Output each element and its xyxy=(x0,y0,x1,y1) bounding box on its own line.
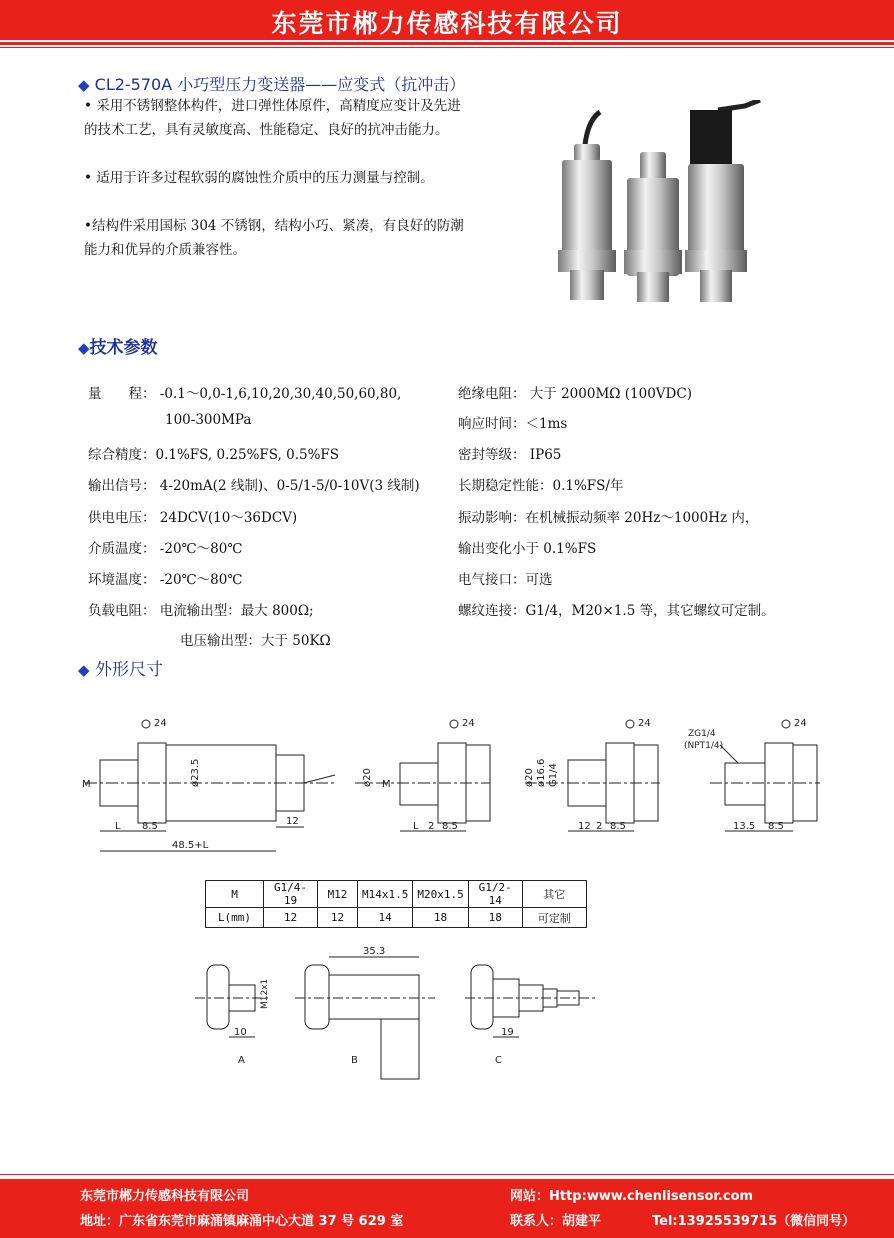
header-divider xyxy=(0,42,894,45)
product-heading xyxy=(78,72,465,95)
svg-text:M12x1: M12x1 xyxy=(260,978,270,1009)
spec-medium-temp: 介质温度： -20℃～80℃ xyxy=(88,541,243,557)
spec-supply: 供电电压： 24DCV(10～36DCV) xyxy=(88,510,298,526)
svg-text:10: 10 xyxy=(234,1027,247,1038)
footer-tel: Tel:13925539715（微信同号） xyxy=(652,1214,856,1229)
thread-length-table xyxy=(205,880,587,928)
svg-text:24: 24 xyxy=(462,718,475,729)
svg-text:L: L xyxy=(413,821,419,832)
svg-text:ø20: ø20 xyxy=(362,768,373,787)
header-banner xyxy=(0,0,894,40)
svg-text:(NPT1/4): (NPT1/4) xyxy=(684,741,724,751)
dims-heading: ◆ 外形尺寸 xyxy=(78,660,163,680)
spec-response: 响应时间：＜1ms xyxy=(458,416,568,432)
transmitter-cable-icon xyxy=(558,112,616,300)
company-title: 东莞市郴力传感科技有限公司 xyxy=(271,9,623,38)
svg-text:48.5+L: 48.5+L xyxy=(172,840,209,851)
spec-thread: 螺纹连接：G1/4，M20×1.5 等，其它螺纹可定制。 xyxy=(458,603,775,619)
spec-sealing: 密封等级： IP65 xyxy=(458,447,562,463)
product-title: CL2-570A 小巧型压力变送器——应变式（抗冲击） xyxy=(94,75,466,94)
svg-text:2: 2 xyxy=(596,821,603,832)
svg-text:24: 24 xyxy=(794,718,807,729)
footer-contact: 联系人：胡建平 xyxy=(510,1214,602,1229)
svg-text:12: 12 xyxy=(578,821,591,832)
spec-electrical: 电气接口：可选 xyxy=(458,572,553,588)
drawing-1 xyxy=(82,718,335,851)
spec-ambient-temp: 环境温度： -20℃～80℃ xyxy=(88,572,243,588)
diamond-bullet-icon: ◆ xyxy=(78,661,90,679)
dimension-drawings xyxy=(70,705,830,875)
drawing-3 xyxy=(524,718,660,832)
header-divider-thin xyxy=(0,47,894,48)
drawing-4 xyxy=(684,718,820,832)
connector-drawings xyxy=(195,945,615,1095)
svg-text:35.3: 35.3 xyxy=(363,946,386,957)
spec-range: 量 程： -0.1～0,0-1,6,10,20,30,40,50,60,80, xyxy=(88,386,402,402)
svg-text:C: C xyxy=(495,1055,502,1066)
svg-text:ø20: ø20 xyxy=(524,768,535,787)
footer-banner xyxy=(0,1179,894,1238)
svg-text:24: 24 xyxy=(638,718,651,729)
svg-text:L: L xyxy=(115,821,121,832)
feature-1: • 采用不锈钢整体构件，进口弹性体原件，高精度应变计及先进的技术工艺，具有灵敏度高、性能稳定、良好的抗冲击能力。 xyxy=(84,98,461,138)
svg-text:M: M xyxy=(82,779,91,790)
svg-text:13.5: 13.5 xyxy=(733,821,756,832)
product-photo xyxy=(540,100,780,310)
feature-2: • 适用于许多过程软弱的腐蚀性介质中的压力测量与控制。 xyxy=(84,170,434,186)
svg-text:ø16.6: ø16.6 xyxy=(536,758,547,787)
spec-load-cont: 电压输出型：大于 50KΩ xyxy=(180,633,331,649)
spec-load: 负载电阻： 电流输出型：最大 800Ω; xyxy=(88,603,314,619)
spec-insulation: 绝缘电阻： 大于 2000MΩ (100VDC) xyxy=(458,386,692,402)
svg-text:8.5: 8.5 xyxy=(442,821,458,832)
svg-text:M: M xyxy=(382,779,391,790)
drawing-2 xyxy=(355,718,490,832)
svg-text:19: 19 xyxy=(501,1027,514,1038)
connector-c xyxy=(465,965,595,1066)
diamond-bullet-icon: ◆ xyxy=(78,76,90,94)
svg-text:12: 12 xyxy=(286,816,299,827)
svg-text:8.5: 8.5 xyxy=(768,821,784,832)
svg-text:B: B xyxy=(351,1055,358,1066)
connector-b xyxy=(295,946,435,1079)
spec-vibration-cont: 输出变化小于 0.1%FS xyxy=(458,541,597,557)
svg-text:8.5: 8.5 xyxy=(142,821,158,832)
diamond-bullet-icon: ◆ xyxy=(78,339,90,357)
svg-text:2: 2 xyxy=(428,821,435,832)
spec-output: 输出信号： 4-20mA(2 线制)、0-5/1-5/0-10V(3 线制) xyxy=(88,478,420,494)
table-row: M G1/4-19 M12 M14x1.5 M20x1.5 G1/2-14 其它 xyxy=(206,881,587,908)
footer-company: 东莞市郴力传感科技有限公司 xyxy=(80,1189,250,1204)
spec-range-cont: 100-300MPa xyxy=(165,412,252,428)
svg-text:ZG1/4: ZG1/4 xyxy=(688,729,716,739)
tech-heading: ◆技术参数 xyxy=(78,338,158,358)
svg-text:8.5: 8.5 xyxy=(610,821,626,832)
svg-text:A: A xyxy=(238,1055,245,1066)
spec-stability: 长期稳定性能：0.1%FS/年 xyxy=(458,478,624,494)
footer-address: 地址：广东省东莞市麻涌镇麻涌中心大道 37 号 629 室 xyxy=(80,1214,404,1229)
feature-3: •结构件采用国标 304 不锈钢，结构小巧、紧凑，有良好的防潮能力和优异的介质兼容性。 xyxy=(84,218,464,258)
wrench-label: 24 xyxy=(154,718,167,729)
transmitter-m12-icon xyxy=(624,152,682,302)
footer-website[interactable]: 网站：Http:www.chenlisensor.com xyxy=(510,1189,754,1204)
table-row: L(mm) 12 12 14 18 18 可定制 xyxy=(206,908,587,928)
spec-accuracy: 综合精度：0.1%FS, 0.25%FS, 0.5%FS xyxy=(88,447,340,463)
svg-text:ø23.5: ø23.5 xyxy=(190,758,201,787)
transmitter-din-icon xyxy=(685,100,760,302)
spec-vibration: 振动影响：在机械振动频率 20Hz～1000Hz 内， xyxy=(458,510,759,526)
connector-a xyxy=(195,965,270,1066)
footer-divider xyxy=(0,1174,894,1175)
svg-text:G1/4: G1/4 xyxy=(548,763,559,787)
